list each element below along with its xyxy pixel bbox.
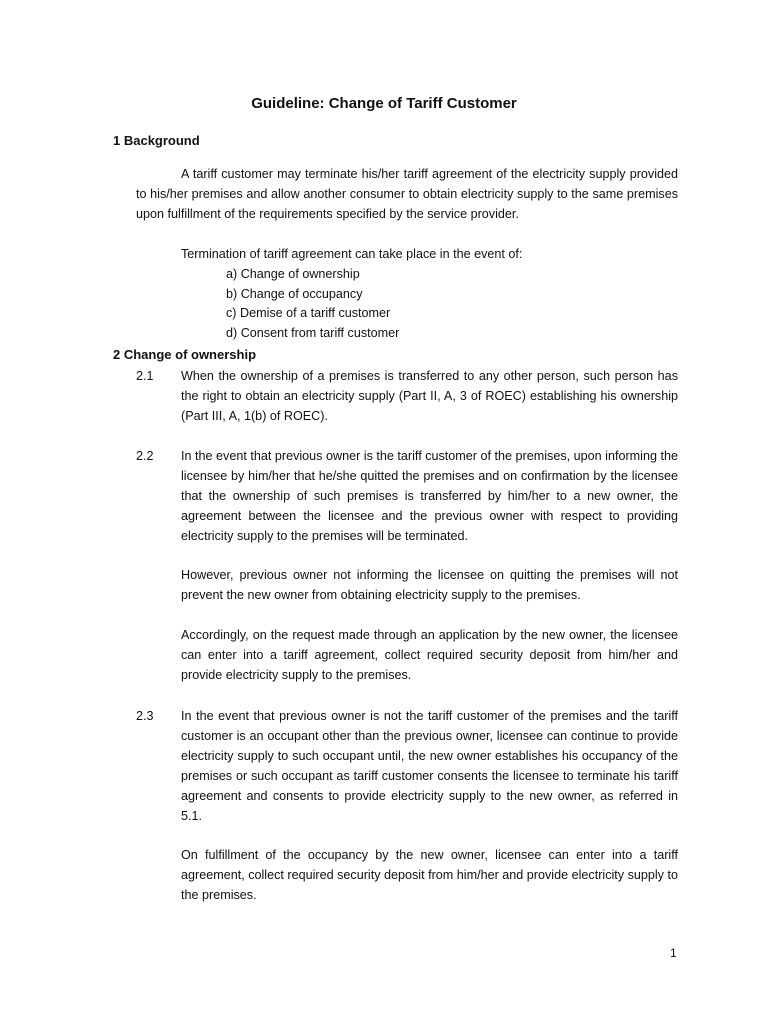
termination-event-item: d) Consent from tariff customer [226, 326, 400, 340]
background-intro-text: A tariff customer may terminate his/her tariff agreement of the electricity supply provided to his/her premises and allow another consumer to obtain electricity supply to the same premises upon fulfillment of the requirements specified by the service provider. [136, 167, 678, 221]
section-heading-change-of-ownership: 2 Change of ownership [113, 347, 257, 362]
clause-number: 2.1 [136, 369, 154, 383]
page-number: 1 [670, 946, 677, 960]
termination-lead-text: Termination of tariff agreement can take place in the event of: [181, 247, 523, 261]
termination-event-item: b) Change of occupancy [226, 287, 363, 301]
termination-event-item: c) Demise of a tariff customer [226, 306, 391, 320]
clause-number: 2.3 [136, 709, 154, 723]
clause-number: 2.2 [136, 449, 154, 463]
clause-paragraph: However, previous owner not informing the licensee on quitting the premises will not prevent the new owner from obtaining electricity supply to the premises. [181, 568, 678, 602]
clause-paragraph: In the event that previous owner is the tariff customer of the premises, upon informing the licensee by him/her that he/she quitted the premises and on confirmation by the licensee that the ownership of such premises is transferred by him/her to a new owner, the agreement between the licensee and the previous owner with respect to providing electricity supply to the premises will be terminated. [181, 449, 678, 543]
clause-paragraph: Accordingly, on the request made through an application by the new owner, the licensee can enter into a tariff agreement, collect required security deposit from him/her and provide electricity supply to the premises. [181, 628, 678, 682]
clause-paragraph: In the event that previous owner is not the tariff customer of the premises and the tariff customer is an occupant other than the previous owner, licensee can continue to provide electricity supply to such occupant until, the new owner establishes his occupancy of the premises or such occupant as tariff customer consents the licensee to terminate his tariff agreement and consents to provide electricity supply to the new owner, as referred in 5.1. [181, 709, 678, 823]
termination-event-item: a) Change of ownership [226, 267, 360, 281]
background-intro-paragraph [136, 164, 678, 224]
section-heading-background: 1 Background [113, 133, 200, 148]
clause-paragraph: When the ownership of a premises is transferred to any other person, such person has the right to obtain an electricity supply (Part II, A, 3 of ROEC) establishing his ownership (Part III, A, 1(b) of ROEC). [181, 369, 678, 423]
document-title: Guideline: Change of Tariff Customer [251, 95, 517, 112]
clause-paragraph: On fulfillment of the occupancy by the new owner, licensee can enter into a tariff agreement, collect required security deposit from him/her and provide electricity supply to the premises. [181, 848, 678, 902]
